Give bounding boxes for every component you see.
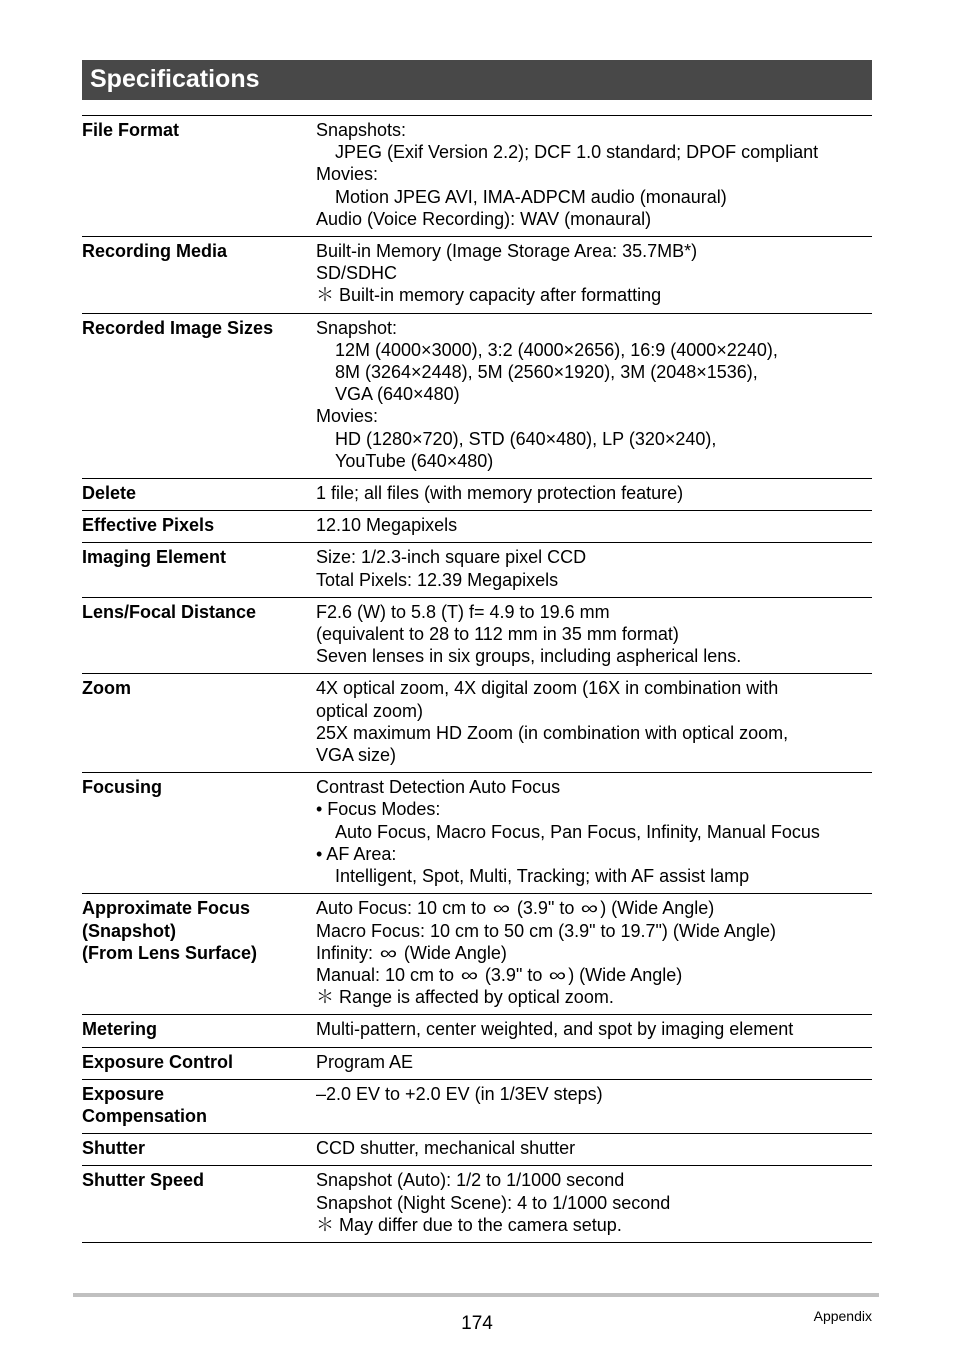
row-label-line: Recording Media bbox=[82, 241, 228, 262]
row-label bbox=[82, 546, 316, 590]
value-line: • AF Area: bbox=[316, 843, 397, 864]
value-line: Total Pixels: 12.39 Megapixels bbox=[316, 569, 559, 590]
value-line: 12M (4000×3000), 3:2 (4000×2656), 16:9 (4000×2240), bbox=[335, 339, 778, 360]
value-line: CCD shutter, mechanical shutter bbox=[316, 1138, 576, 1159]
table-row bbox=[82, 511, 872, 543]
row-label bbox=[82, 677, 316, 766]
table-row bbox=[82, 1166, 872, 1243]
row-label bbox=[82, 514, 316, 536]
specifications-table bbox=[82, 115, 872, 1243]
row-label-line: Lens/Focal Distance bbox=[82, 601, 257, 622]
row-value bbox=[316, 776, 872, 887]
value-line: F2.6 (W) to 5.8 (T) f= 4.9 to 19.6 mm bbox=[316, 601, 610, 622]
table-row bbox=[82, 479, 872, 511]
row-label bbox=[82, 482, 316, 504]
row-value bbox=[316, 482, 872, 504]
table-row bbox=[82, 1134, 872, 1166]
value-line: Seven lenses in six groups, including aspherical lens. bbox=[316, 646, 742, 667]
row-label-line: Metering bbox=[82, 1019, 158, 1040]
row-value bbox=[316, 1137, 872, 1159]
row-value bbox=[316, 317, 872, 472]
value-line: HD (1280×720), STD (640×480), LP (320×240), bbox=[335, 428, 717, 449]
row-label bbox=[82, 1137, 316, 1159]
row-label-line: Delete bbox=[82, 483, 137, 504]
row-label-line: Effective Pixels bbox=[82, 515, 215, 536]
table-row bbox=[82, 314, 872, 479]
value-line: Multi-pattern, center weighted, and spot by imaging element bbox=[316, 1019, 794, 1040]
value-line: Motion JPEG AVI, IMA-ADPCM audio (monaural) bbox=[335, 186, 727, 207]
table-row bbox=[82, 598, 872, 675]
row-label bbox=[82, 1051, 316, 1073]
table-row bbox=[82, 116, 872, 237]
value-line: Snapshot (Night Scene): 4 to 1/1000 second bbox=[316, 1192, 671, 1213]
row-label bbox=[82, 776, 316, 887]
infinity-symbol: ∞ bbox=[581, 898, 599, 919]
section-title-bar bbox=[82, 60, 872, 100]
value-line: Snapshots: bbox=[316, 120, 407, 140]
value-line: Macro Focus: 10 cm to 50 cm (3.9" to 19.7") (Wide Angle) bbox=[316, 920, 776, 941]
row-value bbox=[316, 601, 872, 668]
value-line: Movies: bbox=[316, 164, 379, 185]
infinity-symbol: ∞ bbox=[492, 898, 511, 919]
value-line: Built-in Memory (Image Storage Area: 35.7MB*) bbox=[316, 241, 698, 262]
value-line: VGA size) bbox=[316, 745, 397, 766]
row-value bbox=[316, 514, 872, 536]
row-label bbox=[82, 119, 316, 230]
row-value bbox=[316, 897, 872, 1008]
row-label-line: Approximate Focus bbox=[82, 898, 251, 919]
footer-section-label: Appendix bbox=[813, 1308, 872, 1324]
row-label bbox=[82, 317, 316, 472]
row-label-line: Recorded Image Sizes bbox=[82, 317, 274, 338]
value-line: JPEG (Exif Version 2.2); DCF 1.0 standard; DPOF compliant bbox=[335, 142, 819, 163]
table-row bbox=[82, 894, 872, 1015]
value-line: 25X maximum HD Zoom (in combination with optical zoom, bbox=[316, 722, 789, 743]
row-value bbox=[316, 119, 872, 230]
row-value bbox=[316, 1018, 872, 1040]
row-label bbox=[82, 1169, 316, 1236]
row-label-line: File Format bbox=[82, 120, 180, 140]
value-line: (equivalent to 28 to 112 mm in 35 mm format) bbox=[316, 624, 679, 645]
table-row bbox=[82, 1015, 872, 1047]
table-row bbox=[82, 237, 872, 314]
table-row bbox=[82, 773, 872, 894]
value-line: Infinity: ∞ (Wide Angle) bbox=[316, 942, 507, 963]
row-label-line: Compensation bbox=[82, 1105, 208, 1126]
value-line: Intelligent, Spot, Multi, Tracking; with AF assist lamp bbox=[335, 866, 750, 887]
row-value bbox=[316, 240, 872, 307]
row-label-line: Shutter bbox=[82, 1138, 145, 1159]
value-line: VGA (640×480) bbox=[335, 384, 460, 405]
value-line: 1 file; all files (with memory protection feature) bbox=[316, 483, 684, 504]
row-value bbox=[316, 677, 872, 766]
row-value bbox=[316, 1083, 872, 1127]
page-title: Specifications bbox=[90, 65, 260, 93]
value-line: ＊ Range is affected by optical zoom. bbox=[316, 987, 614, 1008]
row-label bbox=[82, 897, 316, 1008]
footer-divider bbox=[73, 1293, 879, 1297]
table-row bbox=[82, 1080, 872, 1134]
row-label-line: Exposure Control bbox=[82, 1051, 234, 1072]
value-line: YouTube (640×480) bbox=[335, 450, 494, 471]
value-line: SD/SDHC bbox=[316, 263, 398, 284]
value-line: Size: 1/2.3-inch square pixel CCD bbox=[316, 547, 587, 568]
row-label-line: Exposure bbox=[82, 1083, 165, 1104]
row-label bbox=[82, 1083, 316, 1127]
value-line: 8M (3264×2448), 5M (2560×1920), 3M (2048×1536), bbox=[335, 362, 758, 383]
row-value bbox=[316, 1169, 872, 1236]
infinity-symbol: ∞ bbox=[379, 942, 398, 963]
value-line: Manual: 10 cm to ∞ (3.9" to ∞) (Wide Angle) bbox=[316, 964, 683, 985]
row-label-line: (From Lens Surface) bbox=[82, 942, 258, 963]
value-line: Program AE bbox=[316, 1051, 414, 1072]
row-value bbox=[316, 1051, 872, 1073]
row-label-line: Zoom bbox=[82, 678, 131, 699]
value-line: Movies: bbox=[316, 406, 379, 427]
row-label bbox=[82, 601, 316, 668]
value-line: 12.10 Megapixels bbox=[316, 515, 458, 536]
value-line: Contrast Detection Auto Focus bbox=[316, 777, 561, 798]
value-line: Auto Focus: 10 cm to ∞ (3.9" to ∞) (Wide Angle) bbox=[316, 898, 715, 919]
value-line: Snapshot: bbox=[316, 317, 398, 338]
page-number: 174 bbox=[461, 1313, 493, 1334]
value-line: ＊ Built-in memory capacity after formatting bbox=[316, 285, 662, 306]
table-row bbox=[82, 1048, 872, 1080]
row-label-line: Shutter Speed bbox=[82, 1170, 205, 1191]
row-label-line: (Snapshot) bbox=[82, 920, 176, 941]
value-line: Audio (Voice Recording): WAV (monaural) bbox=[316, 208, 652, 229]
value-line: 4X optical zoom, 4X digital zoom (16X in combination with bbox=[316, 678, 779, 699]
value-line: Snapshot (Auto): 1/2 to 1/1000 second bbox=[316, 1170, 625, 1191]
value-line: Auto Focus, Macro Focus, Pan Focus, Infinity, Manual Focus bbox=[335, 821, 820, 842]
row-label-line: Imaging Element bbox=[82, 547, 227, 568]
infinity-symbol: ∞ bbox=[549, 964, 567, 985]
row-label-line: Focusing bbox=[82, 777, 162, 798]
table-row bbox=[82, 674, 872, 773]
value-line: –2.0 EV to +2.0 EV (in 1/3EV steps) bbox=[316, 1083, 603, 1104]
value-line: ＊ May differ due to the camera setup. bbox=[316, 1214, 622, 1235]
infinity-symbol: ∞ bbox=[460, 964, 479, 985]
row-label bbox=[82, 1018, 316, 1040]
row-label bbox=[82, 240, 316, 307]
value-line: optical zoom) bbox=[316, 700, 424, 721]
row-value bbox=[316, 546, 872, 590]
value-line: • Focus Modes: bbox=[316, 799, 441, 820]
table-row bbox=[82, 543, 872, 597]
